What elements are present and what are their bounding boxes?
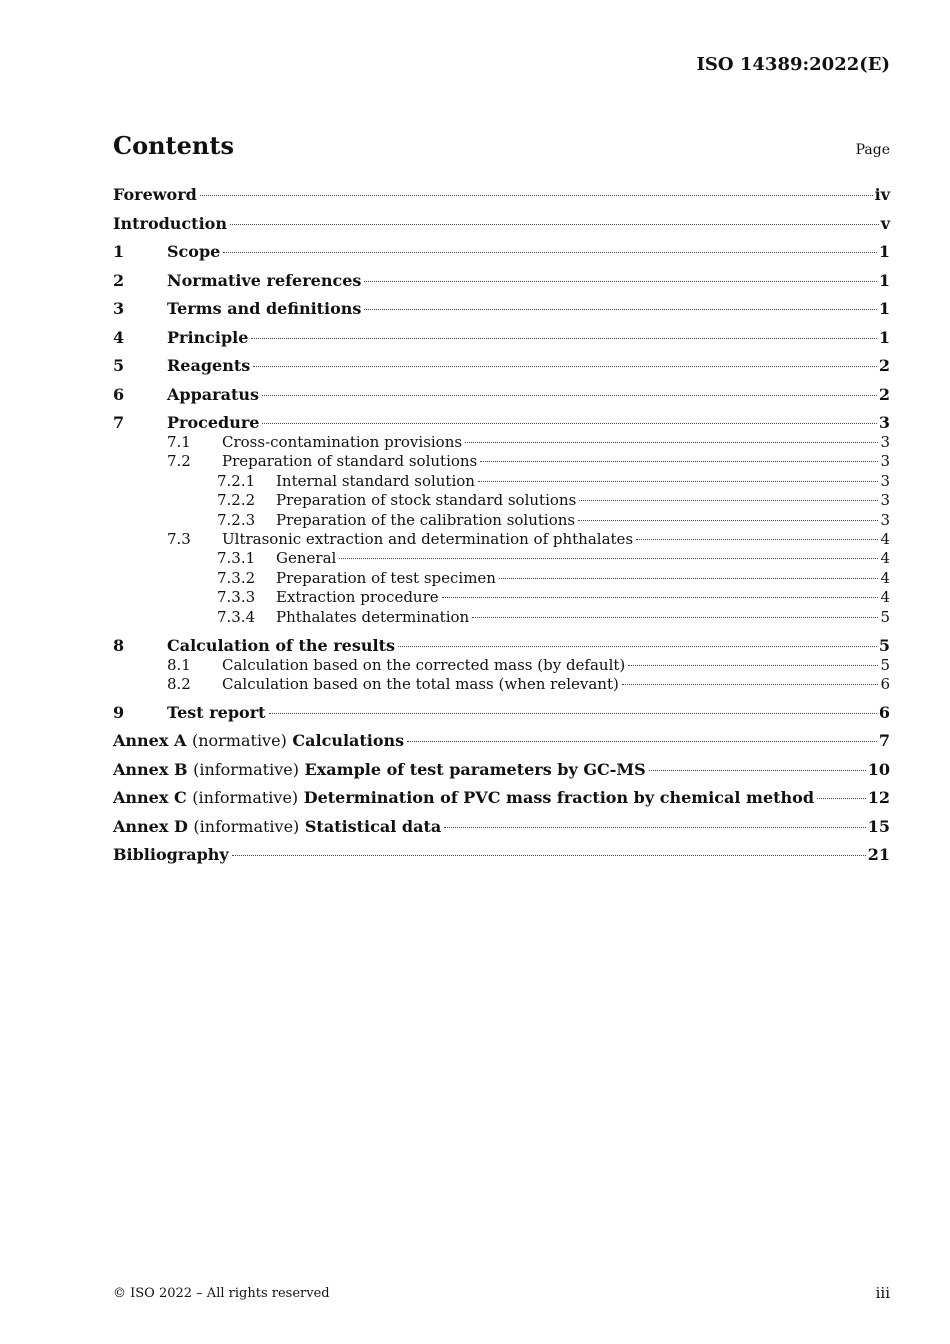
toc-entry-number: 2 bbox=[113, 270, 125, 290]
toc-entry-principle[interactable] bbox=[113, 328, 890, 348]
toc-entry-page: 1 bbox=[878, 270, 890, 290]
toc-entry-7-2[interactable] bbox=[113, 452, 890, 471]
toc-entry-page: iv bbox=[874, 185, 890, 204]
toc-entry-annex-b[interactable] bbox=[113, 760, 890, 780]
toc-entry-procedure[interactable] bbox=[113, 413, 890, 433]
toc-entry-page: 3 bbox=[880, 433, 890, 451]
annex-type: (informative) bbox=[192, 788, 299, 808]
toc-entry-number: 9 bbox=[113, 702, 125, 722]
toc-entry-title: General bbox=[276, 549, 337, 568]
toc-entry-title: Extraction procedure bbox=[276, 588, 439, 607]
toc-entry-page: 4 bbox=[880, 549, 890, 568]
dot-leader bbox=[478, 481, 879, 482]
toc-entry-annex-a[interactable] bbox=[113, 731, 890, 751]
annex-title: Example of test parameters by GC-MS bbox=[304, 759, 646, 779]
dot-leader bbox=[232, 855, 866, 856]
toc-entry-title: Calculation based on the total mass (when relevant) bbox=[222, 674, 619, 693]
toc-entry-number: 8.2 bbox=[167, 674, 191, 693]
toc-entry-annex-c[interactable] bbox=[113, 788, 890, 808]
toc-entry-7-1[interactable] bbox=[113, 433, 890, 452]
annex-label: Annex A bbox=[113, 731, 187, 751]
toc-entry-page: 3 bbox=[880, 491, 890, 510]
toc-entry-number: 8.1 bbox=[167, 655, 191, 674]
toc-entry-title: Apparatus bbox=[167, 384, 259, 404]
toc-entry-apparatus[interactable] bbox=[113, 385, 890, 405]
toc-entry-page: 21 bbox=[867, 845, 890, 865]
toc-entry-page: 12 bbox=[867, 788, 890, 808]
annex-type: (informative) bbox=[193, 759, 299, 779]
toc-entry-page: 5 bbox=[880, 655, 890, 674]
dot-leader bbox=[364, 281, 876, 282]
annex-label: Annex D bbox=[113, 816, 188, 836]
dot-leader bbox=[262, 423, 876, 424]
dot-leader bbox=[230, 224, 879, 225]
toc-entry-page: 4 bbox=[880, 530, 890, 549]
dot-leader bbox=[817, 798, 866, 799]
toc-entry-7-2-2[interactable] bbox=[113, 491, 890, 510]
toc-entry-title bbox=[113, 731, 404, 751]
toc-entry-number: 4 bbox=[113, 327, 125, 347]
toc-entry-7-3-4[interactable] bbox=[113, 608, 890, 627]
dot-leader bbox=[465, 442, 878, 443]
toc-entry-number: 7.2 bbox=[167, 452, 191, 471]
annex-title: Statistical data bbox=[304, 816, 442, 836]
dot-leader bbox=[364, 309, 876, 310]
toc-entry-title: Foreword bbox=[113, 185, 197, 204]
annex-type: (informative) bbox=[193, 816, 300, 836]
dot-leader bbox=[407, 741, 877, 742]
annex-label: Annex B bbox=[113, 759, 188, 779]
toc-entry-number: 6 bbox=[113, 384, 125, 404]
table-of-contents bbox=[113, 185, 890, 865]
dot-leader bbox=[628, 665, 878, 666]
toc-entry-scope[interactable] bbox=[113, 242, 890, 262]
toc-entry-title: Phthalates determination bbox=[276, 607, 470, 626]
toc-entry-bibliography[interactable] bbox=[113, 845, 890, 865]
toc-entry-title: Preparation of stock standard solutions bbox=[276, 491, 577, 510]
toc-entry-8-1[interactable] bbox=[113, 656, 890, 675]
toc-entry-title bbox=[113, 817, 441, 837]
toc-entry-test-report[interactable] bbox=[113, 703, 890, 723]
toc-entry-number: 7 bbox=[113, 413, 125, 432]
toc-entry-page: 1 bbox=[878, 327, 890, 347]
annex-title: Determination of PVC mass fraction by chemical method bbox=[303, 788, 815, 808]
contents-heading: Contents bbox=[113, 131, 234, 160]
toc-entry-page: 5 bbox=[880, 607, 890, 626]
toc-entry-page: 3 bbox=[880, 471, 890, 490]
dot-leader bbox=[253, 366, 877, 367]
toc-entry-number: 7.3.2 bbox=[217, 568, 256, 587]
toc-entry-page: 7 bbox=[878, 731, 890, 751]
page-column-label: Page bbox=[855, 142, 890, 158]
toc-entry-title: Scope bbox=[167, 242, 221, 261]
toc-entry-page: 3 bbox=[878, 413, 890, 432]
toc-entry-foreword[interactable] bbox=[113, 185, 890, 205]
annex-type: (normative) bbox=[191, 731, 287, 751]
toc-entry-7-3-1[interactable] bbox=[113, 549, 890, 568]
annex-title: Calculations bbox=[292, 731, 405, 751]
toc-entry-page: 1 bbox=[878, 299, 890, 318]
dot-leader bbox=[578, 520, 878, 521]
copyright-notice: © ISO 2022 – All rights reserved bbox=[113, 1286, 330, 1301]
toc-entry-page: 1 bbox=[878, 242, 890, 261]
toc-entry-page: 2 bbox=[878, 384, 890, 404]
toc-entry-number: 3 bbox=[113, 299, 125, 318]
toc-entry-annex-d[interactable] bbox=[113, 817, 890, 837]
dot-leader bbox=[223, 252, 877, 253]
toc-entry-title: Terms and definitions bbox=[167, 299, 362, 318]
toc-entry-title: Bibliography bbox=[113, 845, 229, 865]
toc-entry-title: Test report bbox=[167, 702, 266, 722]
toc-entry-7-3-2[interactable] bbox=[113, 569, 890, 588]
toc-entry-number: 7.3.1 bbox=[217, 549, 256, 568]
toc-entry-title: Normative references bbox=[167, 270, 362, 290]
toc-entry-reagents[interactable] bbox=[113, 356, 890, 376]
toc-entry-page: 15 bbox=[867, 816, 890, 836]
toc-entry-8-2[interactable] bbox=[113, 675, 890, 694]
toc-entry-7-3[interactable] bbox=[113, 530, 890, 549]
dot-leader bbox=[339, 558, 878, 559]
toc-entry-calculation[interactable] bbox=[113, 636, 890, 656]
toc-entry-terms-definitions[interactable] bbox=[113, 299, 890, 319]
dot-leader bbox=[649, 770, 866, 771]
dot-leader bbox=[636, 539, 878, 540]
toc-entry-title: Principle bbox=[167, 327, 249, 347]
dot-leader bbox=[442, 597, 879, 598]
toc-entry-page: v bbox=[880, 213, 890, 233]
dot-leader bbox=[398, 646, 877, 647]
dot-leader bbox=[499, 578, 878, 579]
dot-leader bbox=[200, 195, 873, 196]
toc-entry-number: 7.3 bbox=[167, 530, 191, 549]
annex-label: Annex C bbox=[113, 788, 187, 808]
dot-leader bbox=[480, 461, 878, 462]
toc-entry-title: Internal standard solution bbox=[276, 471, 475, 490]
toc-entry-title: Preparation of the calibration solutions bbox=[276, 510, 576, 529]
toc-entry-number: 7.3.3 bbox=[217, 588, 256, 607]
toc-entry-number: 7.1 bbox=[167, 433, 191, 451]
toc-entry-page: 5 bbox=[878, 635, 890, 655]
toc-entry-number: 1 bbox=[113, 242, 125, 261]
toc-entry-page: 3 bbox=[880, 452, 890, 471]
toc-entry-introduction[interactable] bbox=[113, 214, 890, 234]
toc-entry-title bbox=[113, 760, 646, 780]
toc-entry-7-3-3[interactable] bbox=[113, 588, 890, 607]
toc-entry-page: 3 bbox=[880, 510, 890, 529]
toc-entry-title: Preparation of standard solutions bbox=[222, 452, 478, 471]
toc-entry-title: Reagents bbox=[167, 356, 251, 375]
toc-entry-title: Procedure bbox=[167, 413, 260, 432]
toc-entry-page: 10 bbox=[867, 759, 890, 779]
toc-entry-number: 7.2.3 bbox=[217, 510, 256, 529]
toc-entry-title: Cross-contamination provisions bbox=[222, 433, 463, 451]
toc-entry-title: Ultrasonic extraction and determination of phthalates bbox=[222, 530, 634, 549]
toc-entry-number: 5 bbox=[113, 356, 125, 375]
toc-entry-title: Preparation of test specimen bbox=[276, 568, 496, 587]
toc-entry-page: 4 bbox=[880, 588, 890, 607]
toc-entry-title: Introduction bbox=[113, 213, 227, 233]
dot-leader bbox=[262, 395, 877, 396]
dot-leader bbox=[251, 338, 876, 339]
toc-entry-number: 7.2.1 bbox=[217, 471, 256, 490]
dot-leader bbox=[622, 684, 879, 685]
dot-leader bbox=[579, 500, 878, 501]
toc-entry-title bbox=[113, 788, 814, 808]
toc-entry-page: 6 bbox=[880, 674, 890, 693]
toc-entry-page: 4 bbox=[880, 568, 890, 587]
toc-entry-number: 7.3.4 bbox=[217, 607, 256, 626]
toc-entry-title: Calculation based on the corrected mass (by default) bbox=[222, 655, 626, 674]
toc-entry-page: 2 bbox=[878, 356, 890, 375]
dot-leader bbox=[269, 713, 877, 714]
toc-entry-7-2-1[interactable] bbox=[113, 472, 890, 491]
toc-entry-number: 8 bbox=[113, 635, 125, 655]
dot-leader bbox=[444, 827, 866, 828]
toc-entry-title: Calculation of the results bbox=[167, 635, 395, 655]
toc-entry-number: 7.2.2 bbox=[217, 491, 256, 510]
dot-leader bbox=[472, 617, 878, 618]
toc-entry-page: 6 bbox=[878, 702, 890, 722]
toc-entry-normative-references[interactable] bbox=[113, 271, 890, 291]
toc-entry-7-2-3[interactable] bbox=[113, 511, 890, 530]
document-id: ISO 14389:2022(E) bbox=[696, 54, 890, 75]
page-number: iii bbox=[875, 1284, 890, 1302]
